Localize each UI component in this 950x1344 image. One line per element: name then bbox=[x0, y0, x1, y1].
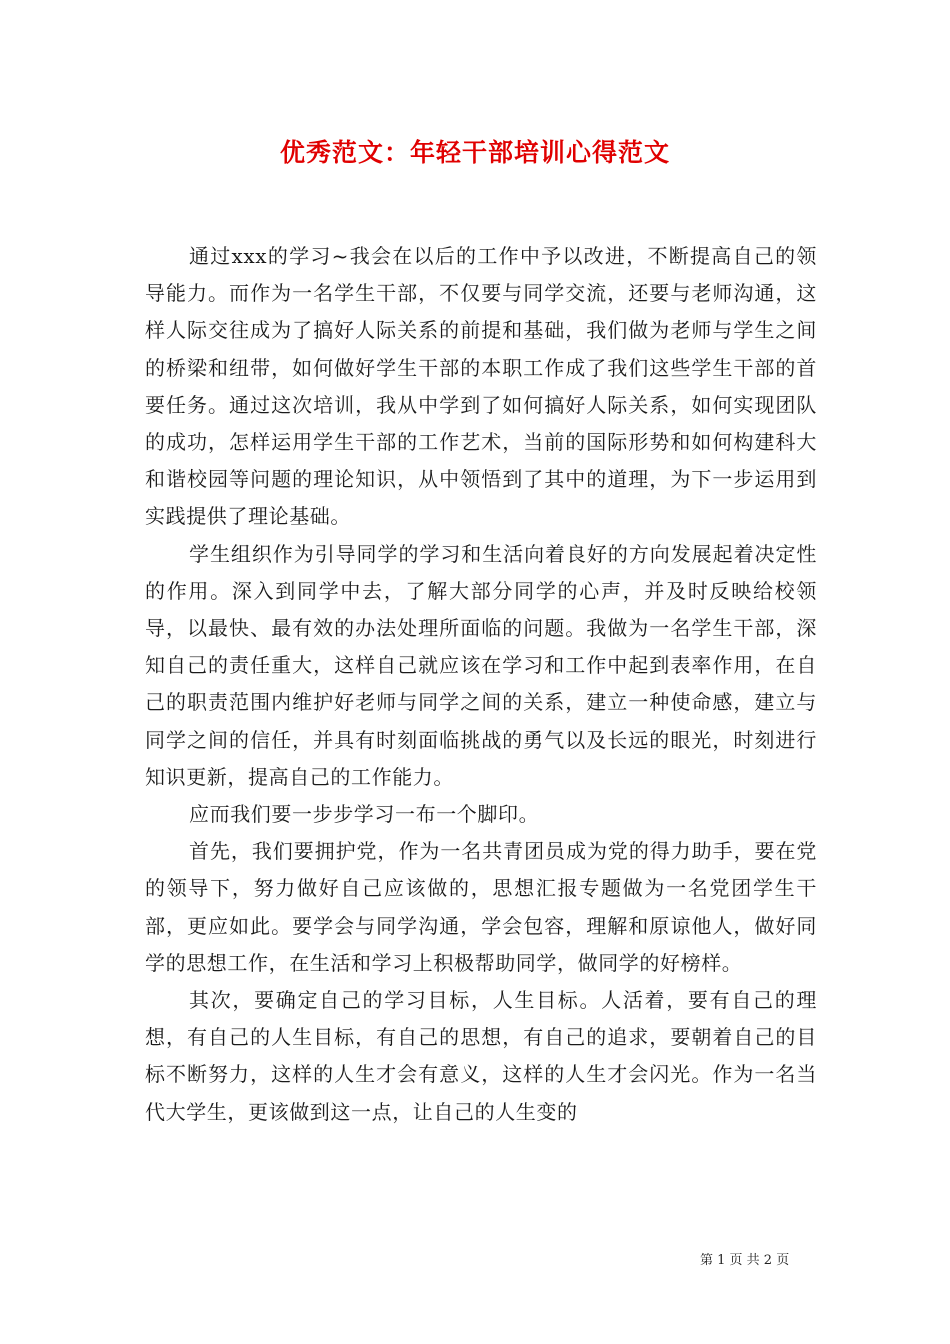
paragraph: 应而我们要一步步学习一布一个脚印。 bbox=[189, 802, 540, 827]
document-body bbox=[145, 238, 817, 1131]
paragraph: 首先，我们要拥护党，作为一名共青团员成为党的得力助手，要在党的领导下，努力做好自己应该做的，思想汇报专题做为一名党团学生干部，更应如此。要学会与同学沟通，学会包容，理解和原谅他人，做好同学的思想工作，在生活和学习上积极帮助同学，做同学的好榜样。 bbox=[145, 839, 817, 975]
paragraph: 学生组织作为引导同学的学习和生活向着良好的方向发展起着决定性的作用。深入到同学中去，了解大部分同学的心声，并及时反映给校领导，以最快、最有效的办法处理所面临的问题。我做为一名学生干部，深知自己的责任重大，这样自己就应该在学习和工作中起到表率作用，在自己的职责范围内维护好老师与同学之间的关系，建立一种使命感，建立与同学之间的信任，并具有时刻面临挑战的勇气以及长远的眼光，时刻进行知识更新，提高自己的工作能力。 bbox=[145, 541, 817, 789]
paragraph: 其次，要确定自己的学习目标，人生目标。人活着，要有自己的理想，有自己的人生目标，有自己的思想，有自己的追求，要朝着自己的目标不断努力，这样的人生才会有意义，这样的人生才会闪光。作为一名当代大学生，更该做到这一点，让自己的人生变的 bbox=[145, 988, 817, 1124]
paragraph: 通过xxx的学习~我会在以后的工作中予以改进，不断提高自己的领导能力。而作为一名学生干部，不仅要与同学交流，还要与老师沟通，这样人际交往成为了搞好人际关系的前提和基础，我们做为老师与学生之间的桥梁和纽带，如何做好学生干部的本职工作成了我们这些学生干部的首要任务。通过这次培训，我从中学到了如何搞好人际关系，如何实现团队的成功，怎样运用学生干部的工作艺术，当前的国际形势和如何构建科大和谐校园等问题的理论知识，从中领悟到了其中的道理，为下一步运用到实践提供了理论基础。 bbox=[145, 244, 817, 529]
page-number: 第 1 页 共 2 页 bbox=[700, 1253, 790, 1268]
document-title: 优秀范文：年轻干部培训心得范文 bbox=[279, 138, 670, 167]
